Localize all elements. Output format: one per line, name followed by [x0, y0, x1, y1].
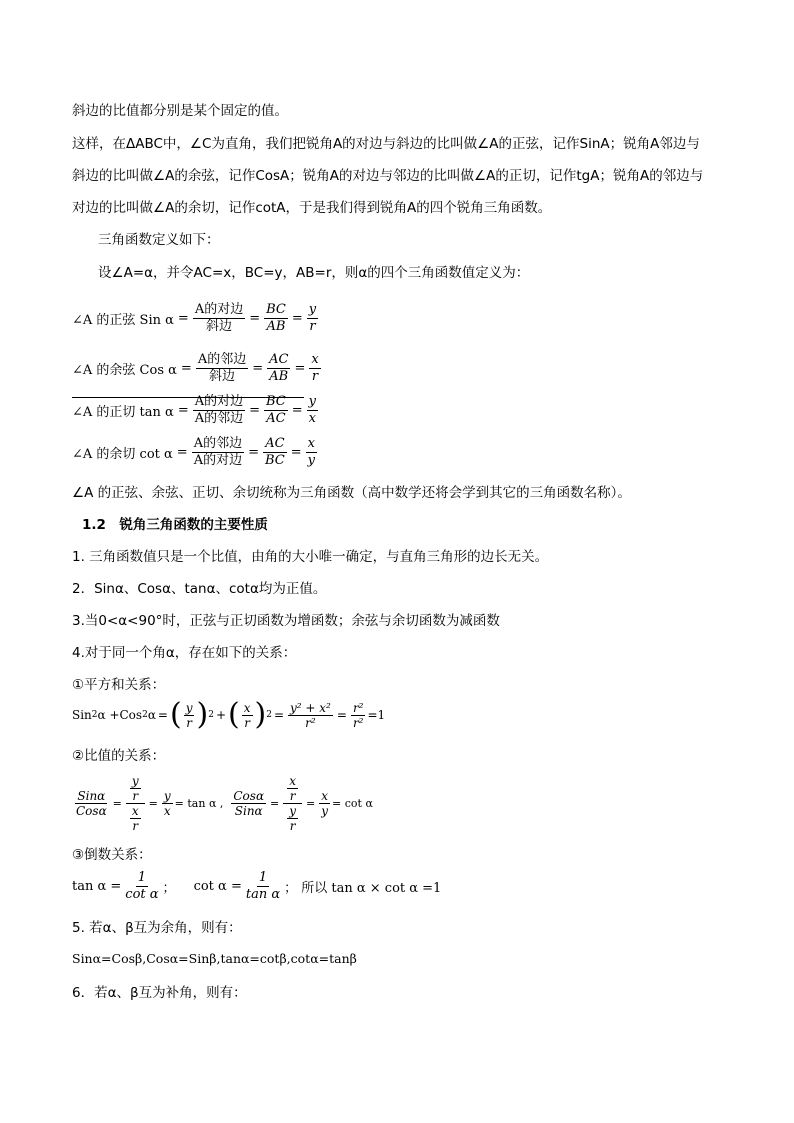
frac-x: x [243, 700, 251, 715]
ratio-cos: Cosα [76, 804, 107, 818]
def-den2: BC [265, 453, 285, 468]
def-num: A的邻边 [197, 352, 247, 367]
ratio-sin: Sinα [234, 804, 263, 818]
ratio-y: y [321, 804, 329, 818]
property-5-equation: Sinα=Cosβ,Cosα=Sinβ,tanα=cotβ,cotα=tanβ [72, 951, 357, 966]
formula-mid: α +Cos [97, 708, 143, 722]
property-1: 1. 三角函数值只是一个比值，由角的大小唯一确定，与直角三角形的边长无关。 [72, 549, 549, 565]
formula-one: =1 [367, 708, 386, 722]
def-num: A的对边 [194, 394, 244, 409]
def-den: A的邻边 [194, 411, 244, 426]
def-cos: ∠A 的余弦 Cos α = $\frac{\text{A的邻边}}{\text{斜边}}$ = $\frac{AC}{AB}$ = $\frac{x}{r}$ [72, 352, 319, 384]
formula-alpha: α [147, 708, 156, 722]
relation-3: ③倒数关系： [72, 847, 152, 863]
def-den3: x [308, 411, 317, 426]
def-den3: r [311, 369, 319, 384]
property-3: 3.当0<α<90°时，正弦与正切函数为增函数；余弦与余切函数为减函数 [72, 613, 500, 629]
def-num2: BC [266, 302, 286, 317]
paragraph-3: 三角函数定义如下： [98, 232, 220, 248]
paragraph-1: 斜边的比值都分别是某个固定的值。 [72, 103, 288, 119]
def-num2: AC [269, 352, 289, 367]
relation-2: ②比值的关系： [72, 748, 166, 764]
frac-y: y [185, 700, 193, 715]
def-den: 斜边 [206, 319, 233, 334]
recip-tan: tan α = [72, 879, 122, 894]
def-num: A的对边 [194, 302, 244, 317]
def-num3: x [307, 436, 315, 451]
section-heading: 1.2 锐角三角函数的主要性质 [82, 517, 268, 533]
ratio-x: x [163, 804, 171, 818]
formula-sin: Sin [72, 708, 92, 722]
def-num3: y [308, 394, 317, 409]
def-num: A的邻边 [193, 436, 243, 451]
paragraph-2a: 这样，在ΔABC中，∠C为直角，我们把锐角A的对边与斜边的比叫做∠A的正弦，记作SinA；锐角A邻边与 [72, 136, 700, 152]
frac-r: r [186, 715, 192, 730]
recip-one: 1 [137, 870, 147, 885]
def-den2: AC [266, 411, 286, 426]
property-6: 6．若α、β互为补角，则有： [72, 985, 247, 1001]
relation-1: ①平方和关系： [72, 677, 166, 693]
paragraph-2c: 对边的比叫做∠A的余切，记作cotA，于是我们得到锐角A的四个锐角三角函数。 [72, 200, 552, 216]
recip-semi: ； [162, 881, 176, 896]
def-num2: BC [266, 394, 286, 409]
def-den3: r [309, 319, 316, 334]
ratio-x: x [289, 774, 297, 788]
def-label: ∠A 的正切 tan α [72, 405, 174, 420]
def-num2: AC [265, 436, 285, 451]
formula-ratio: $\frac{\text{Sinα}}{\text{Cosα}}$ = $\frac{\frac{y}{r}}{\frac{x}{r}}$ = $\frac{y}{x}$ = tan α , $\frac{\text{Cosα}}{\text{Sinα}}$ = $\frac{\frac{x}{r}}{\frac{y}{r}}$ = $\frac{x}{y}$ = cot α [76, 774, 373, 833]
def-label: ∠A 的余弦 Cos α [72, 363, 177, 378]
def-num3: y [308, 302, 317, 317]
ratio-x: x [131, 804, 139, 818]
paragraph-2b: 斜边的比叫做∠A的余弦，记作CosA；锐角A的对边与邻边的比叫做∠A的正切，记作tgA；锐角A的邻边与 [72, 168, 704, 184]
recip-cot: cot α [125, 887, 159, 902]
ratio-sin: Sinα [77, 789, 106, 803]
recip-tan: tan α [245, 887, 281, 902]
property-4: 4.对于同一个角α，存在如下的关系： [72, 645, 297, 661]
ratio-r: r [289, 789, 296, 803]
property-5: 5. 若α、β互为余角，则有： [72, 920, 242, 936]
formula-reciprocal [72, 870, 441, 903]
formula-square-sum: Sin 2 α +Cos 2 α = ( $\frac{y}{r}$ ) 2 + ( $\frac{x}{r}$ ) 2 = $\frac{\text{y² + x²}}{\text{r²}}$ = $\frac{\text{r²}}{\text{r²}}$ =1 [72, 697, 386, 732]
frac-num2: r² [352, 700, 364, 715]
def-den: A的对边 [193, 453, 243, 468]
ratio-r: r [132, 789, 139, 803]
def-num3: x [311, 352, 319, 367]
def-label: ∠A 的正弦 Sin α [72, 313, 174, 328]
paragraph-5: ∠A 的正弦、余弦、正切、余切统称为三角函数（高中数学还将会学到其它的三角函数名称）。 [72, 485, 631, 501]
ratio-r: r [289, 819, 296, 833]
frac-num: y² + x² [290, 700, 331, 715]
ratio-y: y [163, 789, 171, 803]
exp: 2 [91, 710, 98, 720]
def-den: 斜边 [209, 369, 236, 384]
ratio-y: y [289, 804, 297, 818]
frac-den: r² [305, 715, 316, 730]
def-label: ∠A 的余切 cot α [72, 447, 173, 462]
def-tan: ∠A 的正切 tan α = $\frac{\text{A的对边}}{\text{A的邻边}}$ = $\frac{BC}{AC}$ = $\frac{y}{x}$ [72, 394, 317, 426]
ratio-tan: = tan α , [174, 797, 224, 810]
def-cot: ∠A 的余切 cot α = $\frac{\text{A的邻边}}{\text{A的对边}}$ = $\frac{AC}{BC}$ = $\frac{x}{y}$ [72, 436, 316, 468]
recip-cot-label: cot α = [193, 879, 242, 894]
recip-one: 1 [258, 870, 268, 885]
ratio-cos: Cosα [233, 789, 265, 803]
exp: 2 [142, 710, 148, 720]
paragraph-4: 设∠A=α，并令AC=x，BC=y，AB=r，则α的四个三角函数值定义为： [98, 265, 530, 281]
frac-r: r [244, 715, 250, 730]
ratio-cot: = cot α [332, 797, 373, 810]
exp: 2 [266, 710, 272, 720]
def-den3: y [307, 453, 316, 468]
ratio-y: y [131, 774, 139, 788]
exp: 2 [208, 710, 214, 720]
def-sin: ∠A 的正弦 Sin α = $\frac{\text{A的对边}}{\text{斜边}}$ = $\frac{BC}{AB}$ = $\frac{y}{r}$ [72, 302, 317, 334]
property-2: 2．Sinα、Cosα、tanα、cotα均为正值。 [72, 581, 327, 597]
def-den2: AB [266, 319, 286, 334]
recip-tail: ； 所以 tan α × cot α =1 [284, 881, 442, 896]
def-den2: AB [269, 369, 289, 384]
frac-den2: r² [352, 715, 364, 730]
ratio-x: x [321, 789, 329, 803]
ratio-r: r [132, 819, 139, 833]
